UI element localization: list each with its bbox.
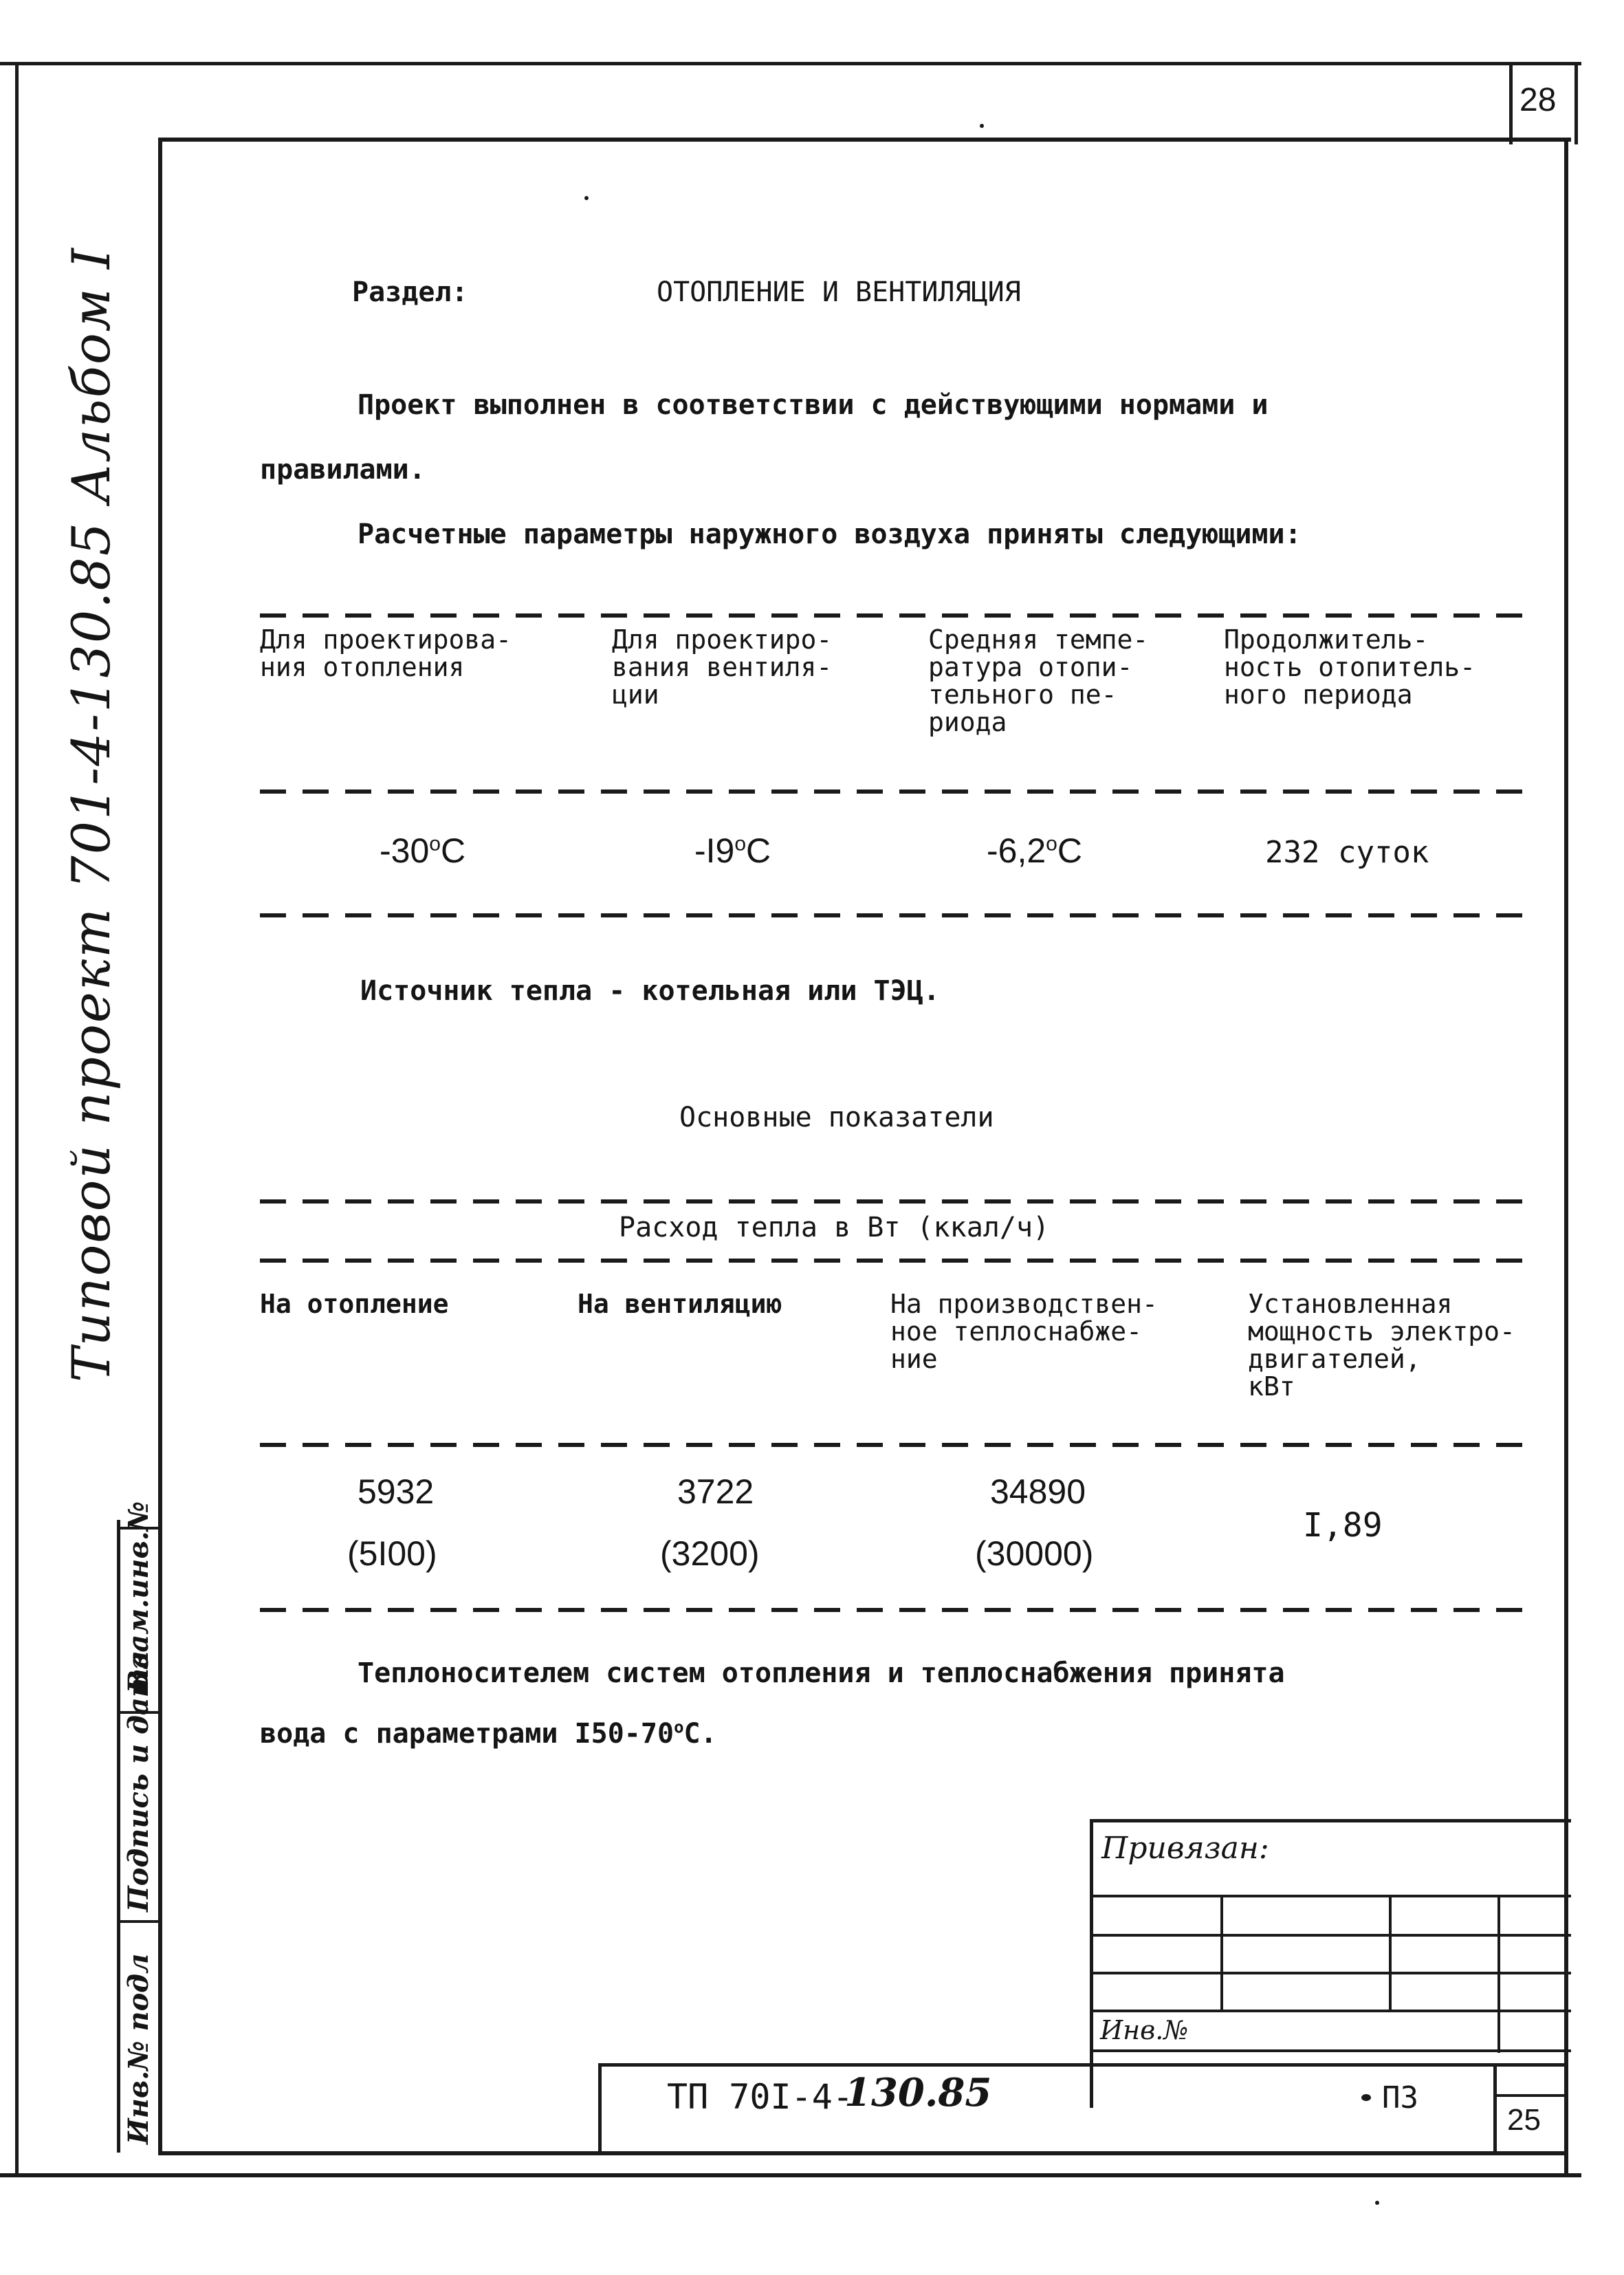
production-watts: 34890 — [990, 1472, 1086, 1511]
album-title: Типовой проект 701-4-130.85 Альбом I — [61, 247, 122, 1382]
outer-frame-left — [15, 62, 19, 2177]
design-value-heating: -30$^o$C — [380, 831, 466, 870]
design-header-duration: Продолжитель- ность отопитель- ного периода — [1224, 624, 1476, 710]
table-rule — [260, 913, 1539, 917]
stamp-replaces-inv: Взам.инв.№ — [122, 1501, 155, 1693]
outer-frame-top — [0, 62, 1581, 65]
intro-line-1: Проект выполнен в соответствии с действующими нормами и — [358, 389, 1269, 421]
scan-speck — [980, 124, 984, 128]
indicators-title: Основные показатели — [679, 1102, 994, 1133]
title-block-line — [1220, 1895, 1223, 2012]
margin-strip-divider — [117, 1520, 120, 2153]
indicator-header-production: На производствен- ное теплоснабже- ние — [890, 1289, 1158, 1374]
ventilation-kcal: (3200) — [660, 1534, 760, 1573]
heat-consumption-header: Расход тепла в Вт (ккал/ч) — [619, 1212, 1050, 1243]
outer-frame-right — [1574, 62, 1578, 144]
inner-frame-left — [158, 138, 162, 2153]
table-rule — [260, 790, 1539, 794]
table-rule — [260, 1443, 1539, 1447]
title-block-line — [1497, 1895, 1500, 2053]
sheet-number: 25 — [1507, 2103, 1541, 2137]
bound-label: Привязан: — [1101, 1831, 1269, 1866]
inner-frame-bottom — [158, 2151, 1568, 2155]
stamp-box-border — [598, 2063, 602, 2154]
table-rule — [260, 1608, 1539, 1612]
scan-speck — [1361, 2094, 1371, 2101]
heat-source: Источник тепла - котельная или ТЭЦ. — [360, 975, 940, 1007]
table-rule — [260, 1199, 1539, 1204]
title-block-border — [1090, 1819, 1571, 1822]
scan-speck — [584, 196, 589, 200]
production-kcal: (30000) — [975, 1534, 1094, 1573]
document-code: ТП 70I-4- — [667, 2077, 853, 2117]
heating-kcal: (5I00) — [347, 1534, 437, 1573]
design-value-duration: 232 суток — [1265, 835, 1429, 870]
design-header-ventilation: Для проектиро- вания вентиля- ции — [612, 624, 833, 710]
indicator-header-power: Установленная мощность электро- двигателей, кВт — [1248, 1289, 1515, 1402]
section-title: ОТОПЛЕНИЕ И ВЕНТИЛЯЦИЯ — [657, 276, 1021, 308]
stamp-box-border — [1493, 2063, 1497, 2154]
stamp-signature-date: Подпись и дата — [122, 1650, 155, 1912]
title-block-line — [1389, 1895, 1392, 2012]
table-rule — [260, 613, 1539, 618]
table-rule — [260, 1259, 1539, 1263]
page-number-box — [1509, 62, 1513, 144]
inv-label: Инв.№ — [1100, 2015, 1189, 2045]
indicator-header-heating: На отопление — [260, 1289, 449, 1319]
heating-watts: 5932 — [358, 1472, 435, 1511]
margin-strip-line — [117, 1920, 162, 1923]
section-label: Раздел: — [352, 276, 468, 308]
outer-frame-bottom — [0, 2173, 1581, 2177]
document-code-handwritten: 130.85 — [844, 2070, 992, 2115]
coolant-line-2: вода с параметрами I50-70$^o$C. — [260, 1717, 717, 1750]
inner-frame-top — [158, 138, 1571, 142]
design-value-ventilation: -I9$^o$C — [694, 831, 771, 870]
installed-power: I,89 — [1303, 1506, 1383, 1545]
intro-line-3: Расчетные параметры наружного воздуха приняты следующими: — [358, 519, 1302, 550]
sheet-box-border — [1493, 2094, 1568, 2097]
stamp-inv-no-orig: Инв.№ подл — [122, 1953, 155, 2144]
inner-frame-right — [1564, 138, 1568, 2173]
page-number: 28 — [1519, 82, 1557, 118]
indicator-header-ventilation: На вентиляцию — [578, 1289, 782, 1319]
design-header-average-temp: Средняя темпе- ратура отопи- тельного пе- риода — [928, 624, 1149, 737]
stamp-box-border — [598, 2063, 1568, 2067]
coolant-line-1: Теплоносителем систем отопления и теплоснабжения принята — [358, 1657, 1285, 1689]
scan-speck — [1375, 2201, 1379, 2205]
design-header-heating: Для проектирова- ния отопления — [260, 624, 512, 682]
design-value-average-temp: -6,2$^o$C — [987, 831, 1082, 870]
ventilation-watts: 3722 — [677, 1472, 754, 1511]
intro-line-2: правилами. — [260, 454, 426, 486]
document-type: ПЗ — [1382, 2080, 1418, 2115]
